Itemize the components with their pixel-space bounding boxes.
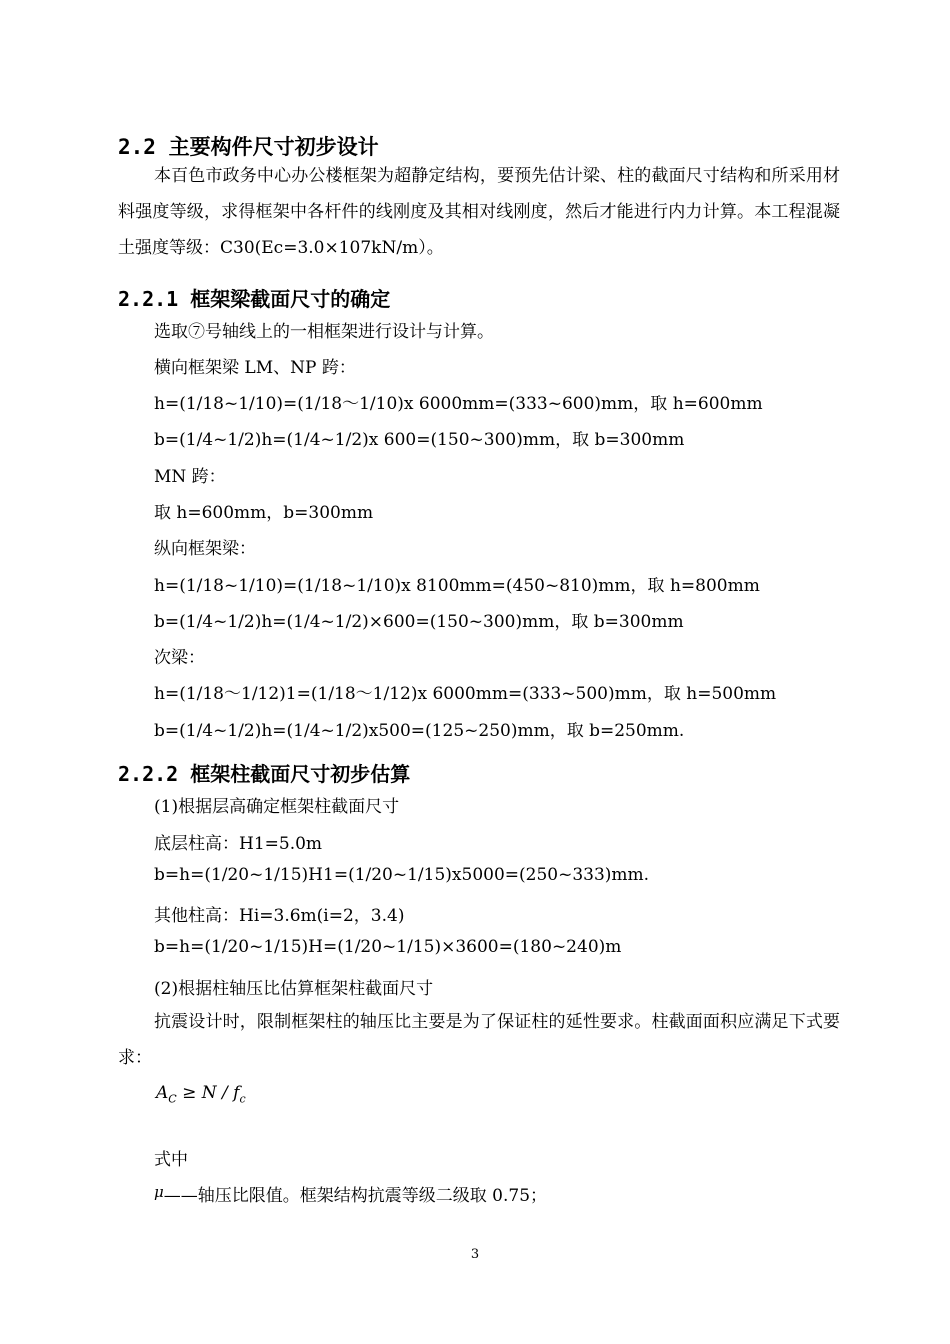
text-line: 取 h=600mm，b=300mm [154, 503, 374, 523]
mu-definition-text: ——轴压比限值。框架结构抗震等级二级取 0.75； [163, 1186, 548, 1206]
section-2-2-2-paragraph: 抗震设计时，限制框架柱的轴压比主要是为了保证柱的延性要求。柱截面面积应满足下式要求： [118, 1012, 840, 1068]
axial-compression-formula [156, 1083, 246, 1105]
formula-lhs-subscript: C [168, 1092, 177, 1106]
formula-lhs: A [156, 1083, 169, 1103]
section-2-2-heading: 2.2 主要构件尺寸初步设计 [118, 135, 379, 159]
where-label: 式中 [154, 1150, 188, 1170]
section-2-2-2-heading: 2.2.2 框架柱截面尺寸初步估算 [118, 762, 411, 786]
text-line: b=(1/4~1/2)h=(1/4~1/2)×600=(150~300)mm，取 b=300mm [154, 612, 684, 632]
text-line: (2)根据柱轴压比估算框架柱截面尺寸 [154, 979, 434, 999]
text-line: b=(1/4~1/2)h=(1/4~1/2)x 600=(150~300)mm，取 b=300mm [154, 430, 685, 450]
text-line: (1)根据层高确定框架柱截面尺寸 [154, 797, 400, 817]
text-line: 底层柱高：H1=5.0m [154, 834, 323, 854]
mu-symbol: μ [154, 1183, 164, 1201]
section-2-2-1-heading: 2.2.1 框架梁截面尺寸的确定 [118, 287, 391, 311]
text-line: b=(1/4~1/2)h=(1/4~1/2)x500=(125~250)mm，取 b=250mm. [154, 721, 685, 741]
page-number: 3 [470, 1247, 480, 1262]
text-line: 纵向框架梁： [154, 539, 256, 559]
text-line: h=(1/18～1/12)1=(1/18～1/12)x 6000mm=(333~500)mm，取 h=500mm [154, 684, 777, 704]
text-line: b=h=(1/20~1/15)H=(1/20~1/15)×3600=(180~240)m [154, 937, 622, 957]
mu-definition-line [154, 1181, 547, 1206]
text-line: 选取⑦号轴线上的一相框架进行设计与计算。 [154, 322, 494, 342]
text-line: 其他柱高：Hi=3.6m(i=2，3.4) [154, 906, 405, 926]
formula-rhs-subscript: c [239, 1092, 246, 1106]
text-line: h=(1/18~1/10)=(1/18~1/10)x 8100mm=(450~810)mm，取 h=800mm [154, 576, 760, 596]
text-line: MN 跨： [154, 467, 226, 487]
text-line: 横向框架梁 LM、NP 跨： [154, 358, 356, 378]
text-line: b=h=(1/20~1/15)H1=(1/20~1/15)x5000=(250~333)mm. [154, 865, 650, 885]
section-2-2-paragraph: 本百色市政务中心办公楼框架为超静定结构，要预先估计梁、柱的截面尺寸结构和所采用材料强度等级，求得框架中各杆件的线刚度及其相对线刚度，然后才能进行内力计算。本工程混凝土强度等级：C30(Ec=3.0×107kN/m）。 [118, 166, 840, 258]
formula-rhs: ≥ N / f [176, 1083, 240, 1103]
text-line: 次梁： [154, 648, 205, 668]
text-line: h=(1/18~1/10)=(1/18～1/10)x 6000mm=(333~600)mm，取 h=600mm [154, 394, 763, 414]
